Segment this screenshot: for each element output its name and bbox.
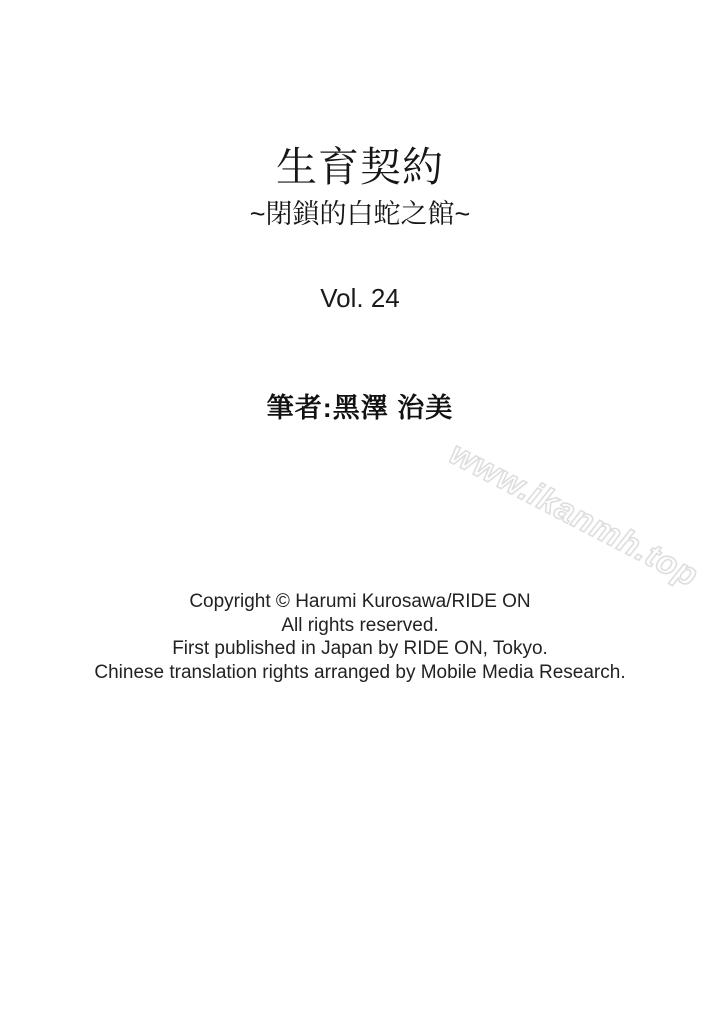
copyright-line-1: Copyright © Harumi Kurosawa/RIDE ON <box>189 591 531 612</box>
series-subtitle: ~閉鎖的白蛇之館~ <box>249 199 471 229</box>
site-watermark: www.ikanmh.top <box>443 434 705 594</box>
copyright-line-3: First published in Japan by RIDE ON, Tokyo. <box>172 638 548 659</box>
volume-label: Vol. 24 <box>320 283 400 313</box>
copyright-block <box>0 590 720 684</box>
copyright-line-2: All rights reserved. <box>281 614 439 636</box>
author-line: 筆者:黑澤 治美 <box>266 393 454 423</box>
copyright-line-4: Chinese translation rights arranged by Mobile Media Research. <box>94 661 626 683</box>
series-title: 生育契約 <box>276 144 444 190</box>
